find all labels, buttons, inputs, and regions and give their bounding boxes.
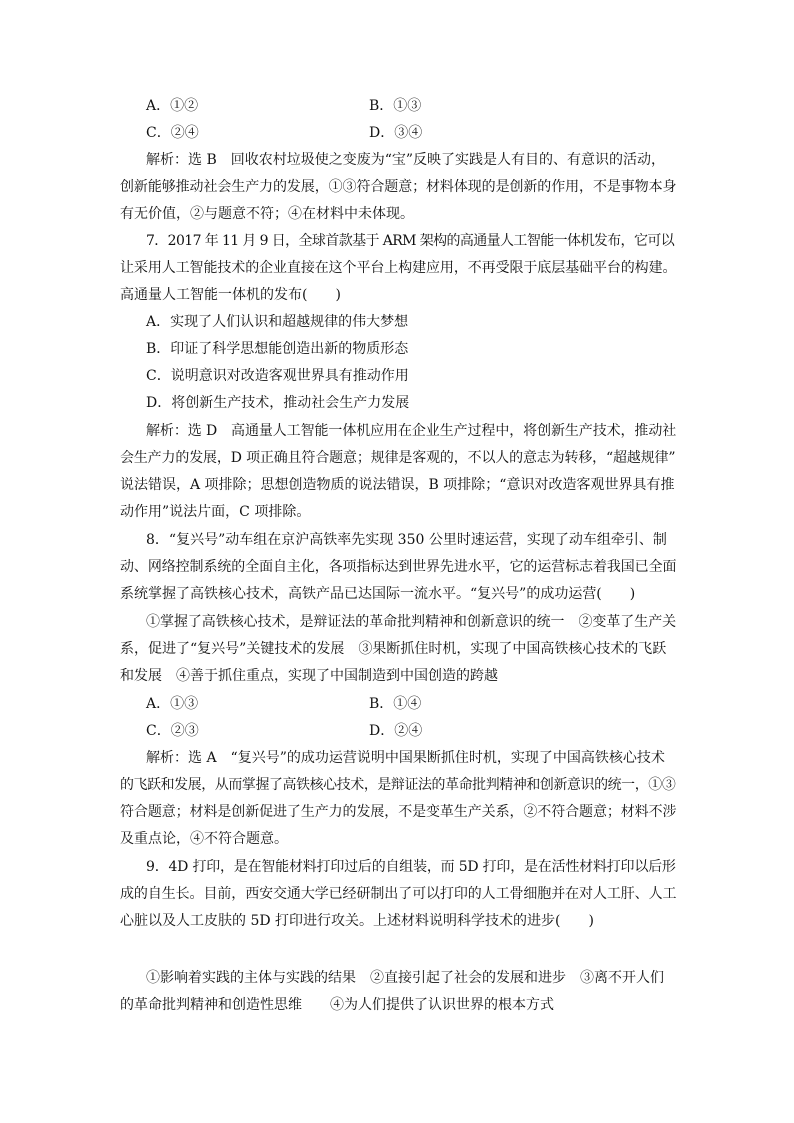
q7-analysis-line: 说法错误，A 项排除；思想创造物质的说法错误，B 项排除；“意识对改造客观世界具有推 xyxy=(120,477,675,493)
q8-option-d: D．②④ xyxy=(369,723,423,739)
q7-option-d: D．将创新生产技术，推动社会生产力发展 xyxy=(146,395,410,411)
q6-option-a: A．①② xyxy=(146,98,199,114)
q8-statement-line: 和发展 ④善于抓住重点，实现了中国制造到中国创造的跨越 xyxy=(120,668,498,684)
q8-analysis-line: 解析：选 A “复兴号”的成功运营说明中国果断抓住时机，实现了中国高铁核心技术 xyxy=(146,750,665,766)
q8-option-a: A．①③ xyxy=(146,696,199,712)
q7-stem-line: 高通量人工智能一体机的发布( ) xyxy=(120,287,341,303)
q8-stem-line: 动、网络控制系统的全面自主化，各项指标达到世界先进水平，它的运营标志着我国已全面 xyxy=(120,559,677,575)
q6-option-b: B．①③ xyxy=(369,98,422,114)
q6-option-c: C．②④ xyxy=(146,125,199,141)
q9-statement-line: ①影响着实践的主体与实践的结果 ②直接引起了社会的发展和进步 ③离不开人们 xyxy=(146,970,664,986)
q9-stem-line: 心脏以及人工皮肤的 5D 打印进行攻关。上述材料说明科学技术的进步( ) xyxy=(120,913,594,929)
q6-analysis-line: 创新能够推动社会生产力的发展，①③符合题意；材料体现的是创新的作用，不是事物本身 xyxy=(120,179,677,195)
q7-option-a: A．实现了人们认识和超越规律的伟大梦想 xyxy=(146,314,409,330)
q9-statement-line: 的革命批判精神和创造性思维 ④为人们提供了认识世界的根本方式 xyxy=(120,997,554,1013)
q7-analysis-line: 解析：选 D 高通量人工智能一体机应用在企业生产过程中，将创新生产技术，推动社 xyxy=(146,423,677,439)
q8-stem-line: 8．“复兴号”动车组在京沪高铁率先实现 350 公里时速运营，实现了动车组牵引、制 xyxy=(146,532,667,548)
q6-analysis-line: 有无价值，②与题意不符；④在材料中未体现。 xyxy=(120,206,414,222)
q9-stem-line: 9．4D 打印，是在智能材料打印过后的自组装，而 5D 打印，是在活性材料打印以后形 xyxy=(146,859,676,875)
q8-stem-line: 系统掌握了高铁核心技术，高铁产品已达国际一流水平。“复兴号”的成功运营( ) xyxy=(120,586,636,602)
q6-analysis-line: 解析：选 B 回收农村垃圾使之变废为“宝”反映了实践是人有目的、有意识的活动， xyxy=(146,152,666,168)
q8-analysis-line: 及重点论，④不符合题意。 xyxy=(120,831,288,847)
q8-option-c: C．②③ xyxy=(146,723,199,739)
q7-option-b: B．印证了科学思想能创造出新的物质形态 xyxy=(146,341,409,357)
q6-option-d: D．③④ xyxy=(369,125,423,141)
q8-analysis-line: 的飞跃和发展，从而掌握了高铁核心技术，是辩证法的革命批判精神和创新意识的统一，①③ xyxy=(120,777,676,793)
q7-analysis-line: 动作用”说法片面，C 项排除。 xyxy=(120,504,311,520)
q8-analysis-line: 符合题意；材料是创新促进了生产力的发展，不是变革生产关系，②不符合题意；材料不涉 xyxy=(120,804,677,820)
q7-option-c: C．说明意识对改造客观世界具有推动作用 xyxy=(146,368,409,384)
q7-stem-line: 让采用人工智能技术的企业直接在这个平台上构建应用，不再受限于底层基础平台的构建。 xyxy=(120,260,677,276)
q7-stem-line: 7．2017 年 11 月 9 日，全球首款基于 ARM 架构的高通量人工智能一体机发布，它可以 xyxy=(146,233,675,249)
q8-option-b: B．①④ xyxy=(369,696,422,712)
q9-stem-line: 成的自生长。目前，西安交通大学已经研制出了可以打印的人工骨细胞并在对人工肝、人工 xyxy=(120,886,677,902)
q8-statement-line: 系，促进了“复兴号”关键技术的发展 ③果断抓住时机，实现了中国高铁核心技术的飞跃 xyxy=(120,641,667,657)
q7-analysis-line: 会生产力的发展，D 项正确且符合题意；规律是客观的，不以人的意志为转移，“超越规律” xyxy=(120,450,676,466)
q8-statement-line: ①掌握了高铁核心技术，是辩证法的革命批判精神和创新意识的统一 ②变革了生产关 xyxy=(146,614,677,630)
